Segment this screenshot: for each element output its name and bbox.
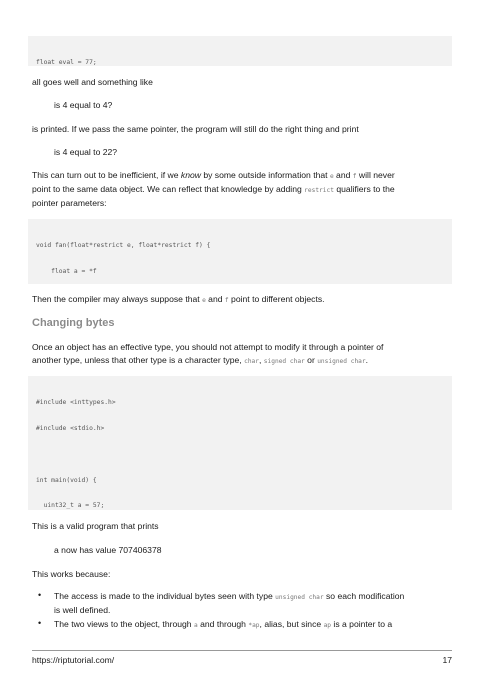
list-item: The access is made to the individual bytes seen with type unsigned char so each modification is well defined. — [54, 591, 405, 615]
paragraph: This works because: — [32, 569, 111, 579]
output-text: a now has value 707406378 — [54, 545, 162, 555]
paragraph: Then the compiler may always suppose that e and f point to different objects. — [32, 294, 325, 304]
code-block-call — [28, 36, 452, 66]
paragraph: is printed. If we pass the same pointer, the program will still do the right thing and print — [32, 124, 359, 134]
code-line: #include <inttypes.h> — [36, 399, 116, 407]
section-heading: Changing bytes — [32, 317, 115, 329]
footer-divider — [32, 650, 452, 651]
paragraph: all goes well and something like — [32, 77, 153, 87]
code-line: float a = *f — [36, 267, 97, 275]
footer-url-link[interactable]: https://riptutorial.com/ — [32, 655, 115, 665]
list-item: The two views to the object, through a and through *ap, alias, but since ap is a pointer to a — [54, 619, 393, 629]
code-line — [36, 451, 444, 460]
paragraph-restrict: This can turn out to be inefficient, if we know by some outside information that e and f will never point to the same data object. We can reflect that knowledge by adding restrict qualifiers to the pointer parameters: — [32, 170, 395, 208]
code-block-restrict — [28, 219, 452, 284]
bullet-marker: • — [38, 618, 42, 628]
output-text: is 4 equal to 22? — [54, 147, 118, 157]
bullet-marker: • — [38, 590, 42, 600]
paragraph: Once an object has an effective type, you should not attempt to modify it through a pointer of another type, unless that other type is a character type, char, signed char or unsigned char. — [32, 342, 384, 365]
code-line: int main(void) { — [36, 476, 97, 484]
code-line: #include <stdio.h> — [36, 424, 105, 432]
paragraph: This is a valid program that prints — [32, 521, 159, 531]
code-line: void fan(float*restrict e, float*restrict f) { — [36, 242, 211, 250]
code-block-bytes — [28, 376, 452, 510]
page-number: 17 — [442, 655, 452, 665]
code-line: uint32_t a = 57; — [36, 502, 105, 510]
output-text: is 4 equal to 4? — [54, 100, 113, 110]
code-line: float eval = 77; — [36, 59, 97, 66]
